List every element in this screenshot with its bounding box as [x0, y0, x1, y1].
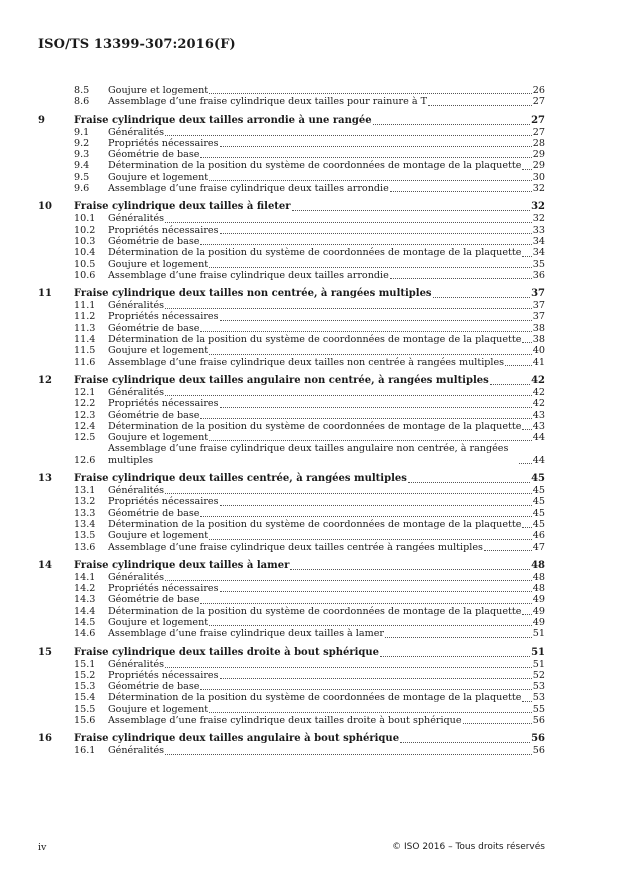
toc-title: Généralités — [108, 300, 165, 312]
toc-page: 47 — [532, 541, 545, 553]
dot-leader — [209, 267, 532, 268]
toc-entry-row[interactable] — [38, 704, 545, 715]
toc-entry-row[interactable] — [38, 670, 545, 681]
toc-number: 13 — [38, 473, 52, 485]
toc-page: 51 — [532, 658, 545, 670]
toc-section-row[interactable] — [38, 560, 545, 572]
toc-page: 44 — [532, 454, 545, 466]
toc-entry-row[interactable] — [38, 715, 545, 726]
toc-title: Goujure et logement — [108, 703, 209, 715]
toc-title: Détermination de la position du système de coordonnées de montage de la plaquette — [108, 692, 522, 704]
toc-page: 48 — [532, 583, 545, 595]
toc-number: 9.6 — [74, 183, 90, 195]
toc-page: 56 — [531, 733, 545, 745]
toc-title: Propriétés nécessaires — [108, 224, 219, 236]
toc-title: Fraise cylindrique deux tailles arrondie à une rangée — [74, 114, 372, 126]
toc-page: 46 — [532, 530, 545, 542]
toc-title: Goujure et logement — [108, 258, 209, 270]
toc-page: 51 — [532, 628, 545, 640]
toc-number: 9.5 — [74, 171, 90, 183]
toc-page: 49 — [532, 594, 545, 606]
toc-number: 8.6 — [74, 96, 90, 108]
toc-page: 44 — [532, 432, 545, 444]
toc-number: 8.5 — [74, 85, 90, 96]
toc-number: 16.1 — [74, 745, 96, 757]
toc-number: 15.5 — [74, 703, 96, 715]
toc-title: Goujure et logement — [108, 616, 209, 628]
toc-page: 55 — [532, 703, 545, 715]
dot-leader — [165, 493, 532, 494]
toc-number: 9.4 — [74, 160, 90, 172]
toc-section-row[interactable] — [38, 375, 545, 387]
toc-entry-row[interactable] — [38, 692, 545, 703]
toc-title: Assemblage d’une fraise cylindrique deux tailles droite à bout sphérique — [108, 715, 462, 727]
toc-page: 40 — [532, 345, 545, 357]
toc-number: 10.4 — [74, 247, 96, 259]
toc-title: Généralités — [108, 658, 165, 670]
toc-entry-row[interactable] — [38, 410, 545, 421]
toc-section-row[interactable] — [38, 733, 545, 745]
dot-leader — [200, 157, 531, 158]
toc-entry-row[interactable] — [38, 334, 545, 345]
toc-entry-row[interactable] — [38, 127, 545, 138]
toc-page: 48 — [531, 559, 545, 571]
toc-title: Généralités — [108, 745, 165, 757]
toc-entry-row[interactable] — [38, 357, 545, 368]
dot-leader — [209, 440, 532, 441]
toc-page: 32 — [532, 183, 545, 195]
dot-leader — [209, 180, 532, 181]
toc-title: Goujure et logement — [108, 345, 209, 357]
toc-page: 27 — [532, 126, 545, 138]
toc-entry-row[interactable] — [38, 96, 545, 107]
toc-title: Propriétés nécessaires — [108, 583, 219, 595]
toc-number: 15.3 — [74, 681, 96, 693]
toc-entry-row[interactable] — [38, 496, 545, 507]
dot-leader — [484, 550, 532, 551]
toc-title: Géométrie de base — [108, 149, 200, 161]
toc-page: 42 — [531, 374, 545, 386]
dot-leader — [220, 320, 532, 321]
toc-title: Généralités — [108, 571, 165, 583]
dot-leader — [433, 297, 531, 298]
toc-entry-row[interactable] — [38, 247, 545, 258]
toc-page: 29 — [532, 160, 545, 172]
toc-page: 45 — [532, 507, 545, 519]
toc-title: Assemblage d’une fraise cylindrique deux tailles angulaire non centrée, à rangées multiples — [108, 443, 509, 466]
dot-leader — [165, 135, 532, 136]
toc-entry-row[interactable] — [38, 443, 545, 466]
dot-leader — [220, 591, 532, 592]
toc-page: 45 — [531, 473, 545, 485]
dot-leader — [292, 210, 531, 211]
dot-leader — [522, 614, 531, 615]
dot-leader — [400, 742, 530, 743]
toc-entry-row[interactable] — [38, 311, 545, 322]
dot-leader — [200, 418, 531, 419]
toc-number: 16 — [38, 733, 52, 745]
toc-number: 15.1 — [74, 658, 96, 670]
dot-leader — [165, 222, 532, 223]
toc-number: 11.4 — [74, 334, 96, 346]
toc-title: Géométrie de base — [108, 507, 200, 519]
toc-number: 11.3 — [74, 322, 96, 334]
toc-title: Propriétés nécessaires — [108, 137, 219, 149]
toc-title: Propriétés nécessaires — [108, 398, 219, 410]
toc-entry-row[interactable] — [38, 213, 545, 224]
toc-page: 34 — [532, 247, 545, 259]
toc-entry-row[interactable] — [38, 628, 545, 639]
toc-entry-row[interactable] — [38, 183, 545, 194]
toc-title: Assemblage d’une fraise cylindrique deux tailles centrée à rangées multiples — [108, 541, 483, 553]
toc-entry-row[interactable] — [38, 149, 545, 160]
toc-entry-row[interactable] — [38, 236, 545, 247]
dot-leader — [505, 365, 532, 366]
toc-number: 13.6 — [74, 541, 96, 553]
dot-leader — [220, 146, 532, 147]
dot-leader — [165, 395, 532, 396]
toc-title: Détermination de la position du système de coordonnées de montage de la plaquette — [108, 420, 522, 432]
toc-page: 43 — [532, 409, 545, 421]
toc-page: 49 — [532, 616, 545, 628]
toc-section-row[interactable] — [38, 647, 545, 659]
dot-leader — [209, 625, 532, 626]
toc-title: Géométrie de base — [108, 409, 200, 421]
dot-leader — [522, 342, 531, 343]
dot-leader — [220, 505, 532, 506]
dot-leader — [220, 233, 532, 234]
toc-title: Géométrie de base — [108, 594, 200, 606]
toc-page: 56 — [532, 745, 545, 757]
toc-section-row[interactable] — [38, 288, 545, 300]
document-id: ISO/TS 13399-307:2016(F) — [38, 37, 236, 52]
toc-number: 12.6 — [74, 454, 96, 466]
toc-page: 42 — [532, 386, 545, 398]
toc-title: Goujure et logement — [108, 171, 209, 183]
toc-number: 10.2 — [74, 224, 96, 236]
toc-title: Géométrie de base — [108, 235, 200, 247]
toc-entry-row[interactable] — [38, 85, 545, 96]
toc-number: 15.6 — [74, 715, 96, 727]
toc-title: Assemblage d’une fraise cylindrique deux tailles arrondie — [108, 183, 389, 195]
toc-title: Détermination de la position du système de coordonnées de montage de la plaquette — [108, 605, 522, 617]
toc-page: 53 — [532, 692, 545, 704]
toc-number: 13.3 — [74, 507, 96, 519]
toc-number: 11 — [38, 288, 52, 300]
dot-leader — [209, 539, 532, 540]
dot-leader — [390, 278, 532, 279]
dot-leader — [209, 354, 532, 355]
toc-number: 14.1 — [74, 571, 96, 583]
toc-number: 10 — [38, 201, 52, 213]
dot-leader — [522, 429, 531, 430]
toc-page: 38 — [532, 322, 545, 334]
toc-page: 32 — [532, 213, 545, 225]
dot-leader — [519, 463, 532, 464]
toc-number: 9 — [38, 114, 45, 126]
toc-entry-row[interactable] — [38, 138, 545, 149]
toc-entry-row[interactable] — [38, 225, 545, 236]
toc-title: Fraise cylindrique deux tailles centrée, à rangées multiples — [74, 473, 407, 485]
toc-title: Goujure et logement — [108, 432, 209, 444]
toc-title: Détermination de la position du système de coordonnées de montage de la plaquette — [108, 518, 522, 530]
toc-page: 42 — [532, 398, 545, 410]
toc-entry-row[interactable] — [38, 160, 545, 171]
toc-page: 29 — [532, 149, 545, 161]
toc-number: 14.4 — [74, 605, 96, 617]
dot-leader — [200, 603, 531, 604]
toc-page: 28 — [532, 137, 545, 149]
toc-number: 14 — [38, 559, 52, 571]
dot-leader — [165, 667, 532, 668]
toc-number: 12.1 — [74, 386, 96, 398]
toc-page: 45 — [532, 485, 545, 497]
toc-title: Propriétés nécessaires — [108, 311, 219, 323]
toc-title: Géométrie de base — [108, 322, 200, 334]
toc-title: Fraise cylindrique deux tailles angulaire à bout sphérique — [74, 733, 400, 745]
toc-entry-row[interactable] — [38, 300, 545, 311]
toc-page: 37 — [531, 288, 545, 300]
toc-page: 34 — [532, 235, 545, 247]
toc-number: 15.4 — [74, 692, 96, 704]
dot-leader — [220, 678, 532, 679]
dot-leader — [380, 656, 530, 657]
toc-section-row[interactable] — [38, 473, 545, 485]
toc-section-row[interactable] — [38, 115, 545, 127]
page-number: iv — [38, 842, 47, 853]
toc-page: 56 — [532, 715, 545, 727]
toc-title: Fraise cylindrique deux tailles angulaire non centrée, à rangées multiples — [74, 374, 489, 386]
toc-entry-row[interactable] — [38, 530, 545, 541]
toc-number: 13.1 — [74, 485, 96, 497]
toc-number: 11.5 — [74, 345, 96, 357]
toc-title: Détermination de la position du système de coordonnées de montage de la plaquette — [108, 334, 522, 346]
toc-title: Généralités — [108, 213, 165, 225]
toc-entry-row[interactable] — [38, 259, 545, 270]
toc-title: Généralités — [108, 485, 165, 497]
dot-leader — [385, 637, 532, 638]
toc-number: 9.3 — [74, 149, 90, 161]
toc-page: 37 — [532, 311, 545, 323]
toc-title: Détermination de la position du système de coordonnées de montage de la plaquette — [108, 160, 522, 172]
toc-entry-row[interactable] — [38, 617, 545, 628]
toc-number: 10.1 — [74, 213, 96, 225]
toc-entry-row[interactable] — [38, 345, 545, 356]
toc-entry-row[interactable] — [38, 594, 545, 605]
toc-number: 14.2 — [74, 583, 96, 595]
toc-page: 51 — [531, 646, 545, 658]
toc-page: 27 — [532, 96, 545, 108]
dot-leader — [522, 527, 531, 528]
toc-title: Généralités — [108, 386, 165, 398]
toc-page: 33 — [532, 224, 545, 236]
toc-title: Détermination de la position du système de coordonnées de montage de la plaquette — [108, 247, 522, 259]
toc-number: 15.2 — [74, 669, 96, 681]
toc-number: 11.1 — [74, 300, 96, 312]
table-of-contents — [38, 85, 545, 757]
toc-number: 12.3 — [74, 409, 96, 421]
dot-leader — [428, 105, 532, 106]
toc-entry-row[interactable] — [38, 583, 545, 594]
dot-leader — [200, 516, 531, 517]
toc-number: 12 — [38, 374, 52, 386]
toc-page: 38 — [532, 334, 545, 346]
toc-title: Propriétés nécessaires — [108, 669, 219, 681]
toc-number: 14.6 — [74, 628, 96, 640]
toc-title: Fraise cylindrique deux tailles droite à bout sphérique — [74, 646, 380, 658]
dot-leader — [165, 308, 532, 309]
toc-page: 45 — [532, 496, 545, 508]
toc-entry-row[interactable] — [38, 519, 545, 530]
toc-number: 13.4 — [74, 518, 96, 530]
toc-entry-row[interactable] — [38, 508, 545, 519]
toc-entry-row[interactable] — [38, 542, 545, 553]
toc-title: Fraise cylindrique deux tailles à fileter — [74, 201, 291, 213]
toc-title: Assemblage d’une fraise cylindrique deux tailles non centrée à rangées multiples — [108, 356, 505, 368]
toc-number: 15 — [38, 646, 52, 658]
toc-number: 12.5 — [74, 432, 96, 444]
toc-page: 27 — [531, 114, 545, 126]
toc-number: 13.5 — [74, 530, 96, 542]
toc-page: 35 — [532, 258, 545, 270]
toc-page: 53 — [532, 681, 545, 693]
toc-title: Assemblage d’une fraise cylindrique deux tailles arrondie — [108, 269, 389, 281]
toc-page: 30 — [532, 171, 545, 183]
toc-page: 41 — [532, 356, 545, 368]
toc-title: Assemblage d’une fraise cylindrique deux tailles pour rainure à T — [108, 96, 427, 108]
toc-title: Propriétés nécessaires — [108, 496, 219, 508]
toc-number: 11.6 — [74, 356, 96, 368]
dot-leader — [200, 689, 531, 690]
toc-number: 14.5 — [74, 616, 96, 628]
dot-leader — [165, 580, 532, 581]
toc-number: 13.2 — [74, 496, 96, 508]
toc-entry-row[interactable] — [38, 745, 545, 756]
toc-page: 48 — [532, 571, 545, 583]
dot-leader — [290, 569, 530, 570]
toc-entry-row[interactable] — [38, 172, 545, 183]
dot-leader — [165, 754, 532, 755]
dot-leader — [373, 124, 530, 125]
toc-entry-row[interactable] — [38, 387, 545, 398]
dot-leader — [209, 712, 532, 713]
toc-entry-row[interactable] — [38, 681, 545, 692]
toc-entry-row[interactable] — [38, 572, 545, 583]
toc-section-row[interactable] — [38, 201, 545, 213]
toc-entry-row[interactable] — [38, 270, 545, 281]
dot-leader — [463, 723, 532, 724]
toc-entry-row[interactable] — [38, 323, 545, 334]
dot-leader — [390, 191, 532, 192]
dot-leader — [522, 701, 531, 702]
dot-leader — [490, 384, 530, 385]
toc-page: 43 — [532, 420, 545, 432]
toc-title: Goujure et logement — [108, 530, 209, 542]
dot-leader — [408, 482, 530, 483]
toc-page: 45 — [532, 518, 545, 530]
toc-number: 14.3 — [74, 594, 96, 606]
toc-title: Fraise cylindrique deux tailles non centrée, à rangées multiples — [74, 288, 432, 300]
toc-number: 12.2 — [74, 398, 96, 410]
toc-number: 10.6 — [74, 269, 96, 281]
dot-leader — [522, 256, 531, 257]
toc-title: Goujure et logement — [108, 85, 209, 96]
toc-entry-row[interactable] — [38, 485, 545, 496]
toc-entry-row[interactable] — [38, 398, 545, 409]
toc-page: 32 — [531, 201, 545, 213]
toc-entry-row[interactable] — [38, 432, 545, 443]
toc-page: 26 — [532, 85, 545, 96]
dot-leader — [522, 169, 531, 170]
toc-number: 12.4 — [74, 420, 96, 432]
toc-page: 52 — [532, 669, 545, 681]
toc-page: 37 — [532, 300, 545, 312]
dot-leader — [200, 331, 531, 332]
toc-entry-row[interactable] — [38, 606, 545, 617]
toc-title: Assemblage d’une fraise cylindrique deux tailles à lamer — [108, 628, 384, 640]
toc-page: 49 — [532, 605, 545, 617]
toc-number: 10.5 — [74, 258, 96, 270]
toc-entry-row[interactable] — [38, 421, 545, 432]
dot-leader — [200, 244, 531, 245]
toc-title: Géométrie de base — [108, 681, 200, 693]
copyright-notice: © ISO 2016 – Tous droits réservés — [392, 842, 545, 852]
toc-page: 36 — [532, 269, 545, 281]
dot-leader — [209, 93, 532, 94]
toc-number: 11.2 — [74, 311, 96, 323]
toc-title: Fraise cylindrique deux tailles à lamer — [74, 559, 290, 571]
toc-number: 9.2 — [74, 137, 90, 149]
toc-number: 9.1 — [74, 126, 90, 138]
dot-leader — [220, 407, 532, 408]
toc-entry-row[interactable] — [38, 659, 545, 670]
toc-title: Généralités — [108, 126, 165, 138]
toc-number: 10.3 — [74, 235, 96, 247]
